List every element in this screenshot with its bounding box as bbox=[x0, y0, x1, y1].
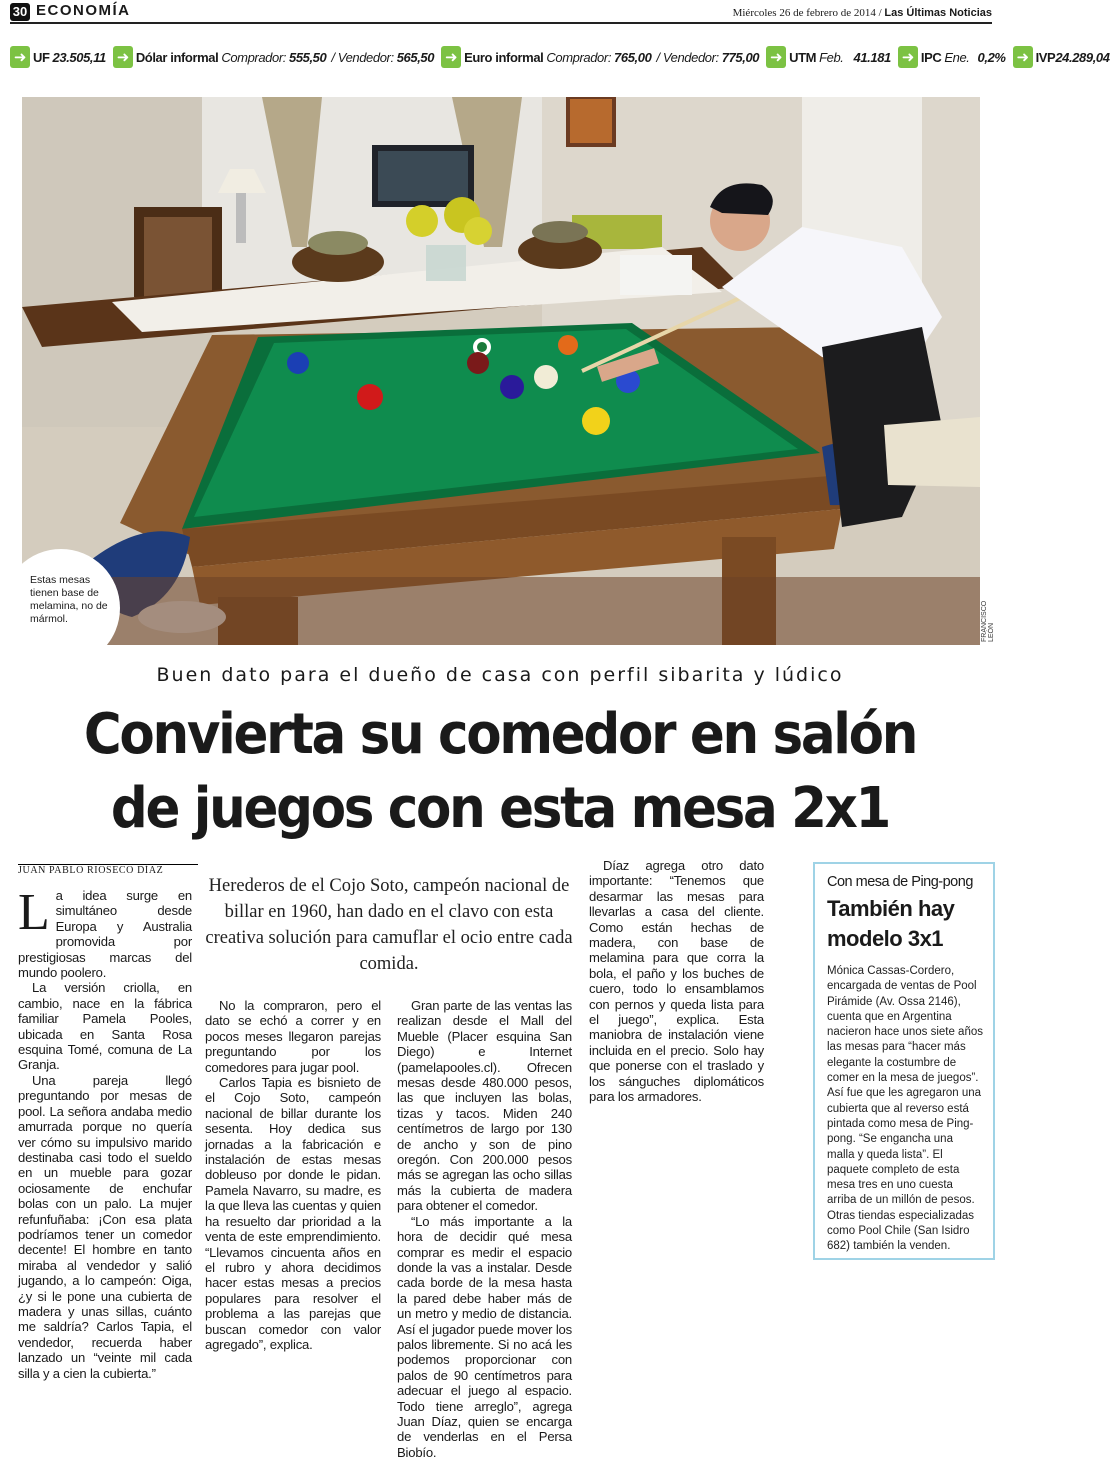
section-title: ECONOMÍA bbox=[36, 2, 131, 19]
paragraph: Díaz agrega otro dato importante: “Tenemos que desarmar las mesas para llevarlas a casa del cliente. Como están hechas de madera, con base de melamina para que corra la bola, el paño y los buches de cuero, todo lo ensamblamos con pernos y queda lista para el juego”, explica. Esta maniobra de instalación viene incluida en el precio. Solo hay que ponerse con el traslado y los sánguches diplomáticos para los armadores. bbox=[589, 858, 764, 1105]
economic-indicators-bar bbox=[10, 44, 1110, 70]
article-kicker: Buen dato para el dueño de casa con perfil sibarita y lúdico bbox=[156, 664, 844, 686]
sidebar-title: También hay modelo 3x1 bbox=[827, 896, 955, 951]
newspaper-name: Las Últimas Noticias bbox=[884, 7, 992, 19]
article-column-2 bbox=[205, 998, 381, 1352]
indicator-dolar: ➜ Dólar informal Comprador: 555,50 / Vendedor: 565,50 bbox=[113, 46, 434, 68]
article-column-4 bbox=[589, 858, 764, 1260]
paragraph: Carlos Tapia es bisnieto de el Cojo Soto, campeón nacional de billar durante los sesenta. Hoy dedica sus jornadas a la fabricación e instalación de estas mesas dobleuso por donde le pidan. Pamela Navarro, su madre, es la que lleva las cuentas y quien ha resuelto dar prioridad a la venta de este emprendimiento. “Llevamos cincuenta años en el rubro y ahora decidimos hacer estas mesas a precios populares para resolver el problema a las parejas que buscan comedor con valor agregado”, explica. bbox=[205, 1075, 381, 1352]
indicator-uf: ➜ UF 23.505,11 bbox=[10, 46, 106, 68]
indicator-euro: ➜ Euro informal Comprador: 765,00 / Vendedor: 775,00 bbox=[441, 46, 759, 68]
pool-table-illustration bbox=[22, 97, 980, 645]
paragraph: a idea surge en simultáneo desde Europa y Australia promovida por prestigiosas marcas del mundo poolero. bbox=[18, 888, 192, 981]
page-header bbox=[10, 2, 992, 24]
date: Miércoles 26 de febrero de 2014 / bbox=[732, 7, 885, 19]
arrow-right-icon: ➜ bbox=[441, 46, 461, 68]
arrow-right-icon: ➜ bbox=[10, 46, 30, 68]
sidebar-body: Mónica Cassas-Cordero, encargada de ventas de Pool Pirámide (Av. Ossa 2146), cuenta que en Argentina nacieron hace unos siete años las mesas para “hacer más elegante la costumbre de comer en la mesa de juegos”. Así fue que les agregaron una cubierta que al reverso está pintada como mesa de Ping-pong. “Se engancha una malla y queda lista”. El paquete completo de esta mesa tres en uno cuesta arriba de un millón de pesos. Otras tiendas especializadas como Pool Chile (San Isidro 682) también la venden. bbox=[827, 965, 983, 1253]
arrow-right-icon: ➜ bbox=[1013, 46, 1033, 68]
indicator-ivp: ➜ IVP 24.289,04 bbox=[1013, 46, 1110, 68]
pool-table-photo bbox=[22, 97, 980, 645]
arrow-right-icon: ➜ bbox=[766, 46, 786, 68]
paragraph: La versión criolla, en cambio, nace en la fábrica familiar Pamela Pooles, ubicada en Santa Rosa esquina Tomé, comuna de La Granja. bbox=[18, 980, 192, 1073]
indicator-utm: ➜ UTM Feb. 41.181 bbox=[766, 46, 891, 68]
photo-credit: FRANCISCO LEÓN bbox=[981, 600, 995, 642]
paragraph: “Lo más importante a la hora de decidir qué mesa comprar es medir el espacio donde la vas a instalar. Desde cada borde de la mesa hasta la pared debe haber más de un metro y medio de distancia. Así el jugador puede mover los palos libremente. Si no acá les podemos proporcionar con palos de 90 centímetros para adecuar el juego al espacio. Todo tiene arreglo”, agrega Juan Díaz, quien se encarga de venderlas en el Persa Biobío. bbox=[397, 1213, 572, 1460]
sidebar-kicker: Con mesa de Ping-pong bbox=[827, 874, 973, 890]
paragraph: No la compraron, pero el dato se echó a correr y en pocos meses llegaron parejas preguntando por los comedores para jugar pool. bbox=[205, 998, 381, 1075]
arrow-right-icon: ➜ bbox=[898, 46, 918, 68]
indicator-ipc: ➜ IPC Ene. 0,2% bbox=[898, 46, 1006, 68]
article-column-3 bbox=[397, 998, 572, 1460]
paragraph: Gran parte de las ventas las realizan desde el Mall del Mueble (Placer esquina San Diego) e Internet (pamelapooles.cl). Ofrecen mesas desde 480.000 pesos, las que incluyen las bolas, tizas y tacos. Miden 240 centímetros de largo por 130 de ancho y son de pino oregón. Con 200.000 pesos más se agregan las ocho sillas más la cubierta de madera para obtener el comedor. bbox=[397, 998, 572, 1214]
byline: JUAN PABLO RIOSECO DÍAZ bbox=[18, 864, 198, 876]
article-column-1 bbox=[18, 884, 192, 1381]
paragraph: Una pareja llegó preguntando por mesas de pool. La señora andaba medio amurrada porque no quería ver cómo su impulsivo marido destinaba casi todo el sueldo en un mueble para gozar ociosamente de enchufar bolas con un palo. La mujer refunfuñaba: ¡Con esa plata podríamos tener un comedor decente! El hombre en tanto miraba al vendedor y salió jugando, a lo campeón: Oiga, ¿y si le pone una cubierta de madera y unas sillas, cuánto me saldría? Carlos Tapia, el vendedor, recuerda haber lanzado un “veinte mil cada silla y a cien la cubierta.” bbox=[18, 1072, 192, 1381]
dateline bbox=[733, 7, 992, 19]
drop-cap: L bbox=[18, 884, 50, 941]
page-number: 30 bbox=[10, 3, 30, 21]
photo-caption: Estas mesas tienen base de melamina, no de mármol. bbox=[2, 549, 120, 667]
arrow-right-icon: ➜ bbox=[113, 46, 133, 68]
sidebar-box bbox=[813, 862, 995, 1260]
article-headline: Convierta su comedor en salón de juegos con esta mesa 2x1 bbox=[83, 702, 917, 841]
article-deck: Herederos de el Cojo Soto, campeón nacional de billar en 1960, han dado en el clavo con esta creativa solución para camuflar el ocio entre cada comida. bbox=[205, 876, 573, 974]
